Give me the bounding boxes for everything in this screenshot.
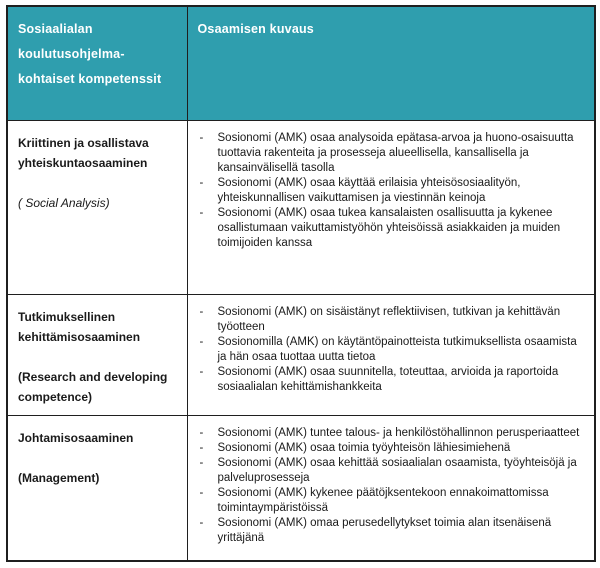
competence-name-en: (Management) (18, 470, 100, 485)
bullet-item (200, 206, 587, 251)
header-row (7, 6, 595, 120)
description-cell (187, 294, 595, 415)
competency-table (6, 5, 596, 562)
bullet-marker: - (199, 516, 204, 529)
competence-name-en: (Research and developing competence) (18, 369, 168, 404)
bullet-marker: - (199, 335, 204, 348)
bullet-marker: - (199, 426, 204, 439)
bullet-marker: - (199, 441, 204, 454)
bullet-item (200, 305, 587, 335)
bullet-text: Sosionomi (AMK) osaa tukea kansalaisten osallisuutta ja kykenee osallistumaan vaikuttamistyöhön yhteisöissä asiakkaiden ja muiden toimijoiden kanssa (217, 206, 561, 249)
bullet-item (200, 486, 587, 516)
header-description: Osaamisen kuvaus (187, 6, 595, 120)
bullet-item (200, 131, 587, 176)
competence-cell (7, 415, 187, 561)
header-competences: Sosiaalialan koulutusohjelma-kohtaiset kompetenssit (7, 6, 187, 120)
bullet-text: Sosionomi (AMK) osaa analysoida epätasa-arvoa ja huono-osaisuutta tuottavia rakenteita ja prosesseja alueellisella, kansallisella ja kansainvälisellä tasolla (217, 131, 574, 174)
bullet-marker: - (199, 365, 204, 378)
competence-cell (7, 120, 187, 294)
bullet-text: Sosionomi (AMK) on sisäistänyt reflektiivisen, tutkivan ja kehittävän työotteen (217, 305, 561, 333)
competence-name-fi: Kriittinen ja osallistava yhteiskuntaosaaminen (18, 135, 149, 170)
bullet-marker: - (199, 206, 204, 219)
bullet-text: Sosionomi (AMK) osaa toimia työyhteisön lähiesimiehenä (217, 441, 511, 454)
competence-name-fi: Tutkimuksellinen kehittämisosaaminen (18, 309, 141, 344)
bullet-marker: - (199, 131, 204, 144)
table-row-social-analysis (7, 120, 595, 294)
bullet-text: Sosionomi (AMK) osaa kehittää sosiaalialan osaamista, työyhteisöjä ja palveluprosesseja (217, 456, 577, 484)
bullet-item (200, 176, 587, 206)
bullet-item (200, 426, 587, 441)
bullet-item (200, 365, 587, 395)
bullet-item (200, 335, 587, 365)
bullet-text: Sosionomilla (AMK) on käytäntöpainotteista tutkimuksellista osaamista ja hän osaa tuottaa uutta tietoa (217, 335, 577, 363)
description-cell (187, 120, 595, 294)
bullet-text: Sosionomi (AMK) osaa suunnitella, toteuttaa, arvioida ja raportoida sosiaalialan kehittämishankkeita (217, 365, 559, 393)
bullet-text: Sosionomi (AMK) tuntee talous- ja henkilöstöhallinnon perusperiaatteet (217, 426, 580, 439)
competence-cell (7, 294, 187, 415)
bullet-item (200, 456, 587, 486)
table-row-research-competence (7, 294, 595, 415)
table-row-management (7, 415, 595, 561)
competence-name-en: ( Social Analysis) (18, 195, 110, 210)
bullet-item (200, 516, 587, 546)
bullet-item (200, 441, 587, 456)
competence-name-fi: Johtamisosaaminen (18, 430, 134, 445)
bullet-marker: - (199, 176, 204, 189)
bullet-marker: - (199, 456, 204, 469)
bullet-text: Sosionomi (AMK) kykenee päätöjksentekoon ennakoimattomissa toimintaympäristöissä (217, 486, 549, 514)
bullet-text: Sosionomi (AMK) omaa perusedellytykset toimia alan itsenäisenä yrittäjänä (217, 516, 552, 544)
bullet-text: Sosionomi (AMK) osaa käyttää erilaisia yhteisösosiaalityön, yhteiskunnallisen vaikuttamisen ja viestinnän keinoja (217, 176, 521, 204)
bullet-marker: - (199, 305, 204, 318)
description-cell (187, 415, 595, 561)
bullet-marker: - (199, 486, 204, 499)
